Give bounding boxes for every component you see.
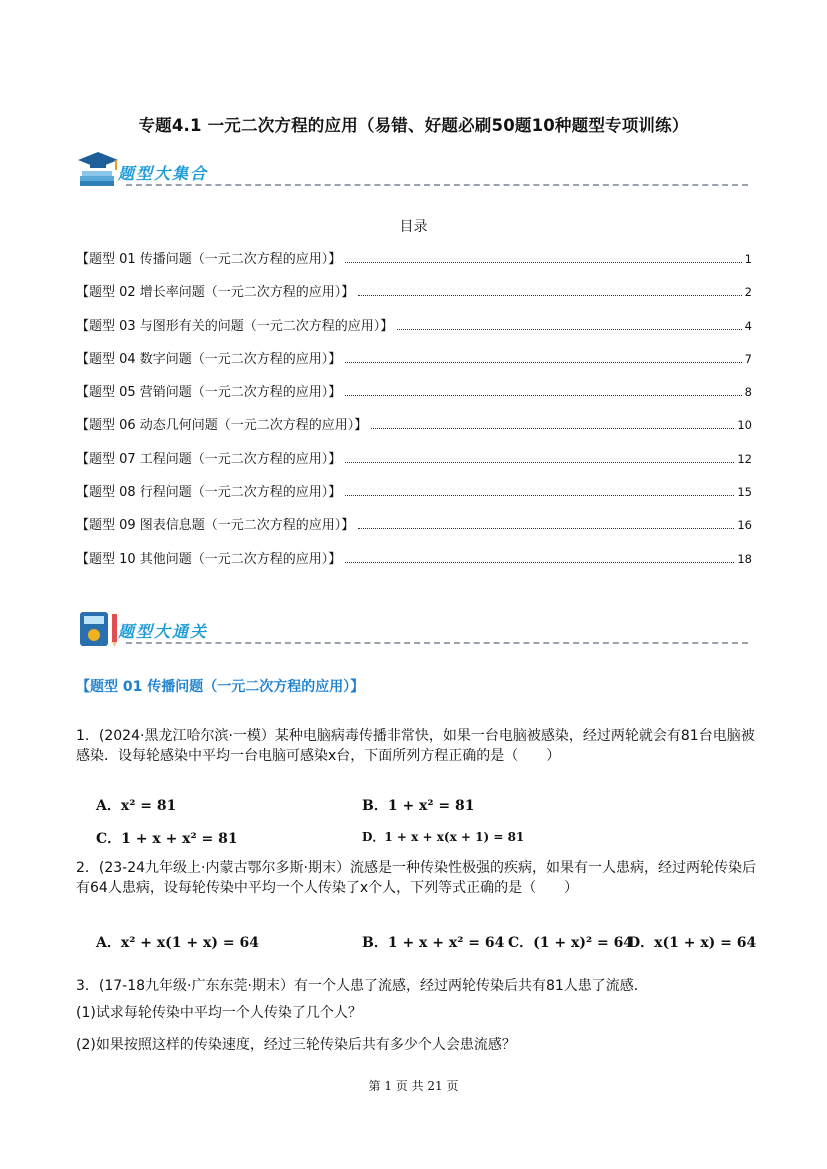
graduation-cap-book-icon xyxy=(76,150,124,190)
toc-item[interactable]: 【题型 05 营销问题（一元二次方程的应用）】 8 xyxy=(76,385,752,401)
toc-item[interactable]: 【题型 07 工程问题（一元二次方程的应用）】 12 xyxy=(76,451,752,467)
toc-heading: 目录 xyxy=(399,219,428,235)
banner-collection-label: 题型大集合 xyxy=(118,164,209,183)
toc-item[interactable]: 【题型 06 动态几何问题（一元二次方程的应用）】 10 xyxy=(76,418,752,434)
question-2-stem: 2．(23-24九年级上·内蒙古鄂尔多斯·期末）流感是一种传染性极强的疾病，如果有一人患病，经过两轮传染后有64人患病，设每轮传染中平均一个人传染了x个人，下列等式正确的是（ ） xyxy=(76,860,756,896)
question-1-option-c[interactable]: C．1 + x + x² = 81 xyxy=(96,831,238,847)
question-1-option-a[interactable]: A．x² = 81 xyxy=(96,798,177,814)
question-3-part-2: (2)如果按照这样的传染速度，经过三轮传染后共有多少个人会患流感？ xyxy=(76,1037,516,1053)
question-2-option-b[interactable]: B．1 + x + x² = 64 xyxy=(362,935,505,951)
question-3-stem: 3．(17-18九年级·广东东莞·期末）有一个人患了流感，经过两轮传染后共有81人患了流感． xyxy=(76,978,648,994)
toc-item[interactable]: 【题型 01 传播问题（一元二次方程的应用）】 1 xyxy=(76,252,752,267)
toc-item[interactable]: 【题型 10 其他问题（一元二次方程的应用）】 18 xyxy=(76,551,752,567)
toc-item[interactable]: 【题型 03 与图形有关的问题（一元二次方程的应用）】 4 xyxy=(76,318,752,334)
banner-dashed-rule xyxy=(126,642,748,644)
question-3-part-1: (1)试求每轮传染中平均一个人传染了几个人？ xyxy=(76,1005,362,1021)
toc-item[interactable]: 【题型 09 图表信息题（一元二次方程的应用）】 16 xyxy=(76,518,752,534)
toc-item[interactable]: 【题型 02 增长率问题（一元二次方程的应用）】 2 xyxy=(76,285,752,301)
toc-item[interactable]: 【题型 04 数字问题（一元二次方程的应用）】 7 xyxy=(76,351,752,367)
section-banner-pass xyxy=(76,608,748,648)
calculator-pencil-icon xyxy=(76,608,124,648)
question-2-option-c[interactable]: C．(1 + x)² = 64 xyxy=(508,935,634,951)
question-2-option-a[interactable]: A．x² + x(1 + x) = 64 xyxy=(96,935,259,951)
banner-pass-label: 题型大通关 xyxy=(118,622,209,641)
question-1-option-b[interactable]: B．1 + x² = 81 xyxy=(362,798,475,814)
question-1-stem: 1．(2024·黑龙江哈尔滨·一模）某种电脑病毒传播非常快，如果一台电脑被感染，经过两轮就会有81台电脑被感染．设每轮感染中平均一台电脑可感染x台，下面所列方程正确的是（ ） xyxy=(76,728,755,764)
document-title: 专题4.1 一元二次方程的应用（易错、好题必刷50题10种题型专项训练） xyxy=(138,116,689,135)
banner-dashed-rule xyxy=(126,184,748,186)
toc-item[interactable]: 【题型 08 行程问题（一元二次方程的应用）】 15 xyxy=(76,485,752,501)
question-1-option-d[interactable]: D．1 + x + x(x + 1) = 81 xyxy=(362,830,525,844)
section-heading: 【题型 01 传播问题（一元二次方程的应用）】 xyxy=(76,679,365,695)
section-banner-collection xyxy=(76,150,748,190)
page-footer: 第 1 页 共 21 页 xyxy=(368,1079,459,1093)
table-of-contents xyxy=(76,248,752,581)
question-2-option-d[interactable]: D．x(1 + x) = 64 xyxy=(628,935,757,951)
